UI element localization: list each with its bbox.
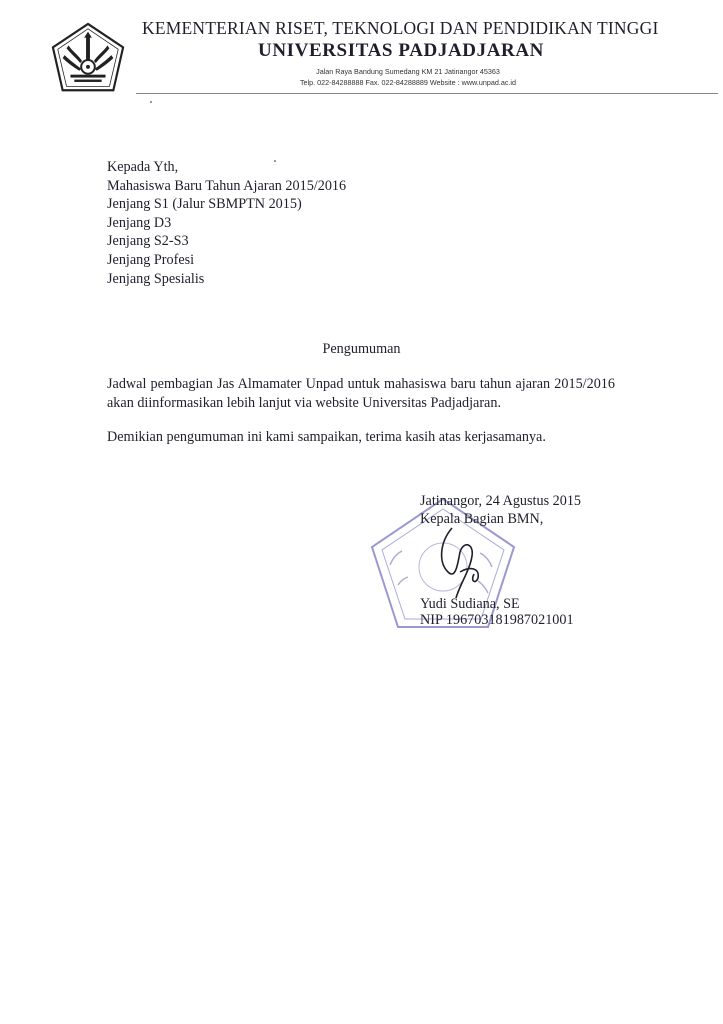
- university-address: Jalan Raya Bandung Sumedang KM 21 Jatinangor 45363: [316, 67, 500, 76]
- signature-scribble: [430, 522, 500, 602]
- university-name: UNIVERSITAS PADJADJARAN: [258, 40, 544, 61]
- scan-speck: [274, 160, 276, 162]
- recipient-line: Jenjang Spesialis: [107, 270, 205, 287]
- signature-role: Kepala Bagian BMN,: [420, 511, 544, 527]
- signatory-nip: NIP 196703181987021001: [420, 612, 574, 628]
- recipient-line: Jenjang Profesi: [107, 251, 195, 268]
- closing-paragraph: Demikian pengumuman ini kami sampaikan, terima kasih atas kerjasamanya.: [107, 429, 546, 445]
- recipient-line: Jenjang D3: [107, 214, 172, 231]
- signatory-name: Yudi Sudiana, SE: [420, 596, 520, 612]
- announcement-title: Pengumuman: [322, 341, 401, 357]
- recipient-line: Jenjang S2-S3: [107, 233, 189, 250]
- recipient-line: Jenjang S1 (Jalur SBMPTN 2015): [107, 196, 302, 213]
- ministry-name: KEMENTERIAN RISET, TEKNOLOGI DAN PENDIDIKAN TINGGI: [142, 18, 659, 38]
- signature-place-date: Jatinangor, 24 Agustus 2015: [420, 493, 582, 509]
- recipient-line: Mahasiswa Baru Tahun Ajaran 2015/2016: [107, 177, 347, 194]
- recipient-block: [107, 158, 346, 288]
- unpad-logo-icon: [49, 22, 127, 100]
- recipient-line: Kepada Yth,: [107, 159, 179, 175]
- letterhead-divider: [136, 93, 718, 94]
- announcement-paragraph: Jadwal pembagian Jas Almamater Unpad untuk mahasiswa baru tahun ajaran 2015/2016 akan diinformasikan lebih lanjut via website Universitas Padjadjaran.: [107, 376, 615, 411]
- scan-speck: [150, 101, 152, 103]
- university-contact: Telp. 022-84288888 Fax. 022-84288889 Website : www.unpad.ac.id: [299, 78, 517, 87]
